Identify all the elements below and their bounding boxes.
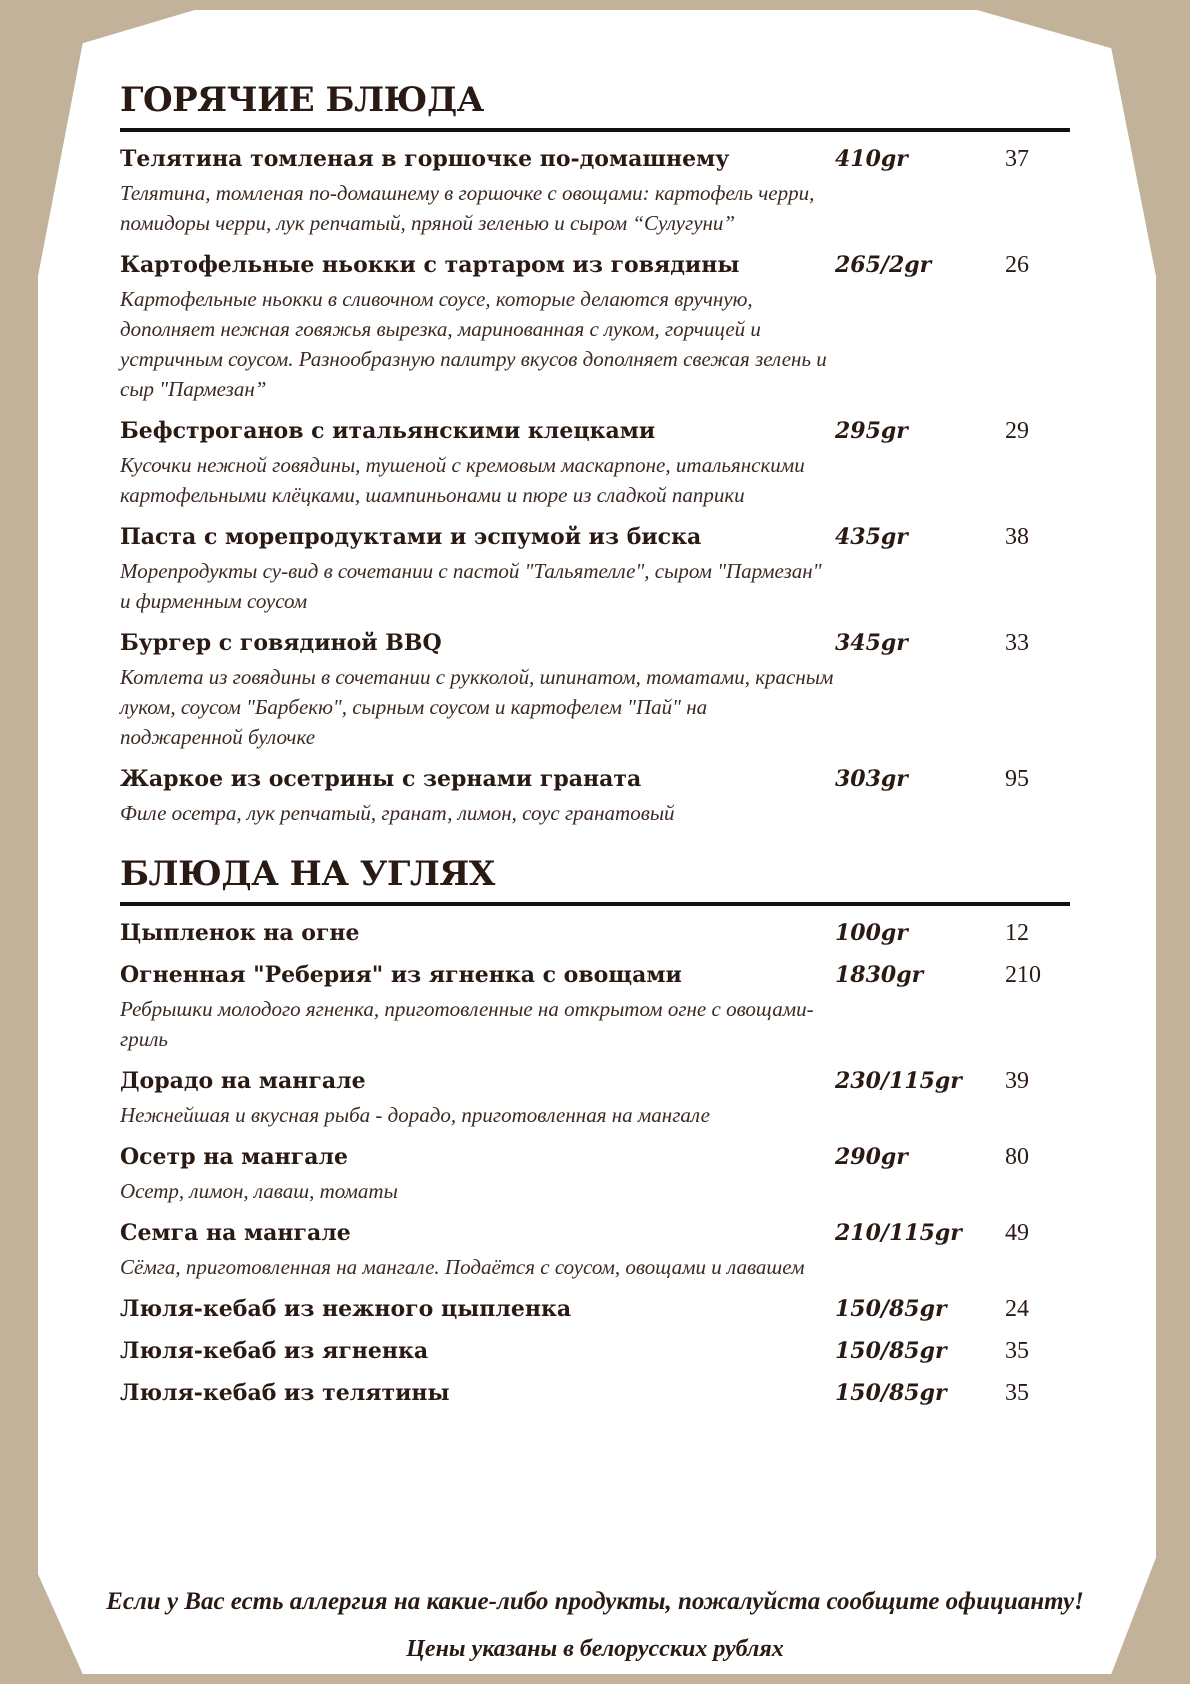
menu-item-row — [120, 1378, 1070, 1408]
dish-weight: 345gr — [835, 630, 908, 656]
dish-description: Котлета из говядины в сочетании с рукколой, шпинатом, томатами, красным луком, соусом "Барбекю", сырным соусом и картофелем "Пай" на поджаренной булочке — [120, 665, 834, 749]
dish-name: Бургер с говядиной BBQ — [120, 630, 442, 656]
dish-price: 35 — [1005, 1338, 1029, 1364]
dish-weight: 150/85gr — [835, 1380, 947, 1406]
dish-weight: 303gr — [835, 766, 908, 792]
menu-item-row — [120, 416, 1070, 446]
dish-name: Цыпленок на огне — [120, 920, 360, 946]
dish-description: Нежнейшая и вкусная рыба - дорадо, приготовленная на мангале — [120, 1103, 710, 1127]
dish-name: Картофельные ньокки с тартаром из говядины — [120, 252, 740, 278]
menu-item — [120, 918, 1070, 948]
menu-item-row — [120, 1142, 1070, 1172]
menu-item — [120, 144, 1070, 238]
dish-weight: 230/115gr — [835, 1068, 962, 1094]
dish-name: Люля-кебаб из нежного цыпленка — [120, 1296, 572, 1322]
currency-note: Цены указаны в белорусских рублях — [406, 1636, 784, 1662]
section-hot-dishes — [120, 80, 1070, 828]
dish-weight: 100gr — [835, 920, 908, 946]
dish-price: 35 — [1005, 1380, 1029, 1406]
dish-price: 95 — [1005, 766, 1029, 792]
dish-price: 80 — [1005, 1144, 1029, 1170]
allergy-note: Если у Вас есть аллергия на какие-либо продукты, пожалуйста сообщите официанту! — [106, 1588, 1084, 1615]
menu-item — [120, 250, 1070, 404]
menu-item — [120, 1378, 1070, 1408]
dish-name: Люля-кебаб из телятины — [120, 1380, 450, 1406]
menu-item — [120, 1142, 1070, 1206]
section-grill-dishes — [120, 854, 1070, 1408]
dish-name: Семга на мангале — [120, 1220, 351, 1246]
dish-weight: 295gr — [835, 418, 908, 444]
section-title: БЛЮДА НА УГЛЯХ — [120, 854, 495, 894]
menu-item-row — [120, 1294, 1070, 1324]
dish-name: Бефстроганов с итальянскими клецками — [120, 418, 656, 444]
dish-description: Филе осетра, лук репчатый, гранат, лимон, соус гранатовый — [120, 801, 675, 825]
menu-item-row — [120, 918, 1070, 948]
dish-description: Осетр, лимон, лаваш, томаты — [120, 1179, 398, 1203]
dish-weight: 410gr — [835, 146, 908, 172]
menu-content — [120, 80, 1070, 1430]
dish-price: 39 — [1005, 1068, 1029, 1094]
dish-description: Ребрышки молодого ягненка, приготовленные на открытом огне с овощами-гриль — [120, 997, 814, 1051]
menu-item — [120, 1294, 1070, 1324]
dish-weight: 1830gr — [835, 962, 924, 988]
section-divider — [120, 128, 1070, 132]
section-title: ГОРЯЧИЕ БЛЮДА — [120, 80, 484, 120]
menu-list — [120, 144, 1070, 828]
menu-item — [120, 628, 1070, 752]
dish-name: Осетр на мангале — [120, 1144, 348, 1170]
menu-item — [120, 960, 1070, 1054]
dish-weight: 435gr — [835, 524, 908, 550]
menu-item-row — [120, 1336, 1070, 1366]
dish-weight: 265/2gr — [835, 252, 932, 278]
dish-price: 49 — [1005, 1220, 1029, 1246]
dish-weight: 210/115gr — [835, 1220, 962, 1246]
dish-price: 37 — [1005, 146, 1029, 172]
menu-item-row — [120, 628, 1070, 658]
dish-description: Морепродукты су-вид в сочетании с пастой "Тальятелле", сыром "Пармезан" и фирменным соусом — [120, 559, 822, 613]
dish-price: 33 — [1005, 630, 1029, 656]
menu-item — [120, 522, 1070, 616]
menu-item-row — [120, 522, 1070, 552]
menu-item — [120, 416, 1070, 510]
dish-weight: 150/85gr — [835, 1296, 947, 1322]
dish-name: Люля-кебаб из ягненка — [120, 1338, 429, 1364]
dish-description: Сёмга, приготовленная на мангале. Подаётся с соусом, овощами и лавашем — [120, 1255, 805, 1279]
menu-item-row — [120, 144, 1070, 174]
dish-price: 26 — [1005, 252, 1029, 278]
dish-price: 38 — [1005, 524, 1029, 550]
menu-item — [120, 1336, 1070, 1366]
menu-item — [120, 764, 1070, 828]
dish-price: 29 — [1005, 418, 1029, 444]
dish-name: Паста с морепродуктами и эспумой из биска — [120, 524, 702, 550]
dish-price: 210 — [1005, 962, 1041, 988]
dish-name: Огненная "Реберия" из ягненка с овощами — [120, 962, 682, 988]
menu-item-row — [120, 764, 1070, 794]
dish-price: 24 — [1005, 1296, 1029, 1322]
dish-description: Телятина, томленая по-домашнему в горшочке с овощами: картофель черри, помидоры черри, лук репчатый, пряной зеленью и сыром “Сулугуни” — [120, 181, 815, 235]
dish-price: 12 — [1005, 920, 1029, 946]
menu-list — [120, 918, 1070, 1408]
menu-item — [120, 1218, 1070, 1282]
menu-item-row — [120, 1218, 1070, 1248]
menu-item-row — [120, 960, 1070, 990]
dish-name: Жаркое из осетрины с зернами граната — [120, 766, 642, 792]
menu-item-row — [120, 250, 1070, 280]
dish-weight: 290gr — [835, 1144, 908, 1170]
dish-name: Телятина томленая в горшочке по-домашнему — [120, 146, 730, 172]
menu-item-row — [120, 1066, 1070, 1096]
dish-weight: 150/85gr — [835, 1338, 947, 1364]
menu-item — [120, 1066, 1070, 1130]
dish-name: Дорадо на мангале — [120, 1068, 366, 1094]
dish-description: Кусочки нежной говядины, тушеной с кремовым маскарпоне, итальянскими картофельными клёцками, шампиньонами и пюре из сладкой паприки — [120, 453, 805, 507]
dish-description: Картофельные ньокки в сливочном соусе, которые делаются вручную, дополняет нежная говяжья вырезка, маринованная с луком, горчицей и устричным соусом. Разнообразную палитру вкусов дополняет свежая зелень и сыр "Пармезан” — [120, 287, 827, 401]
section-divider — [120, 902, 1070, 906]
